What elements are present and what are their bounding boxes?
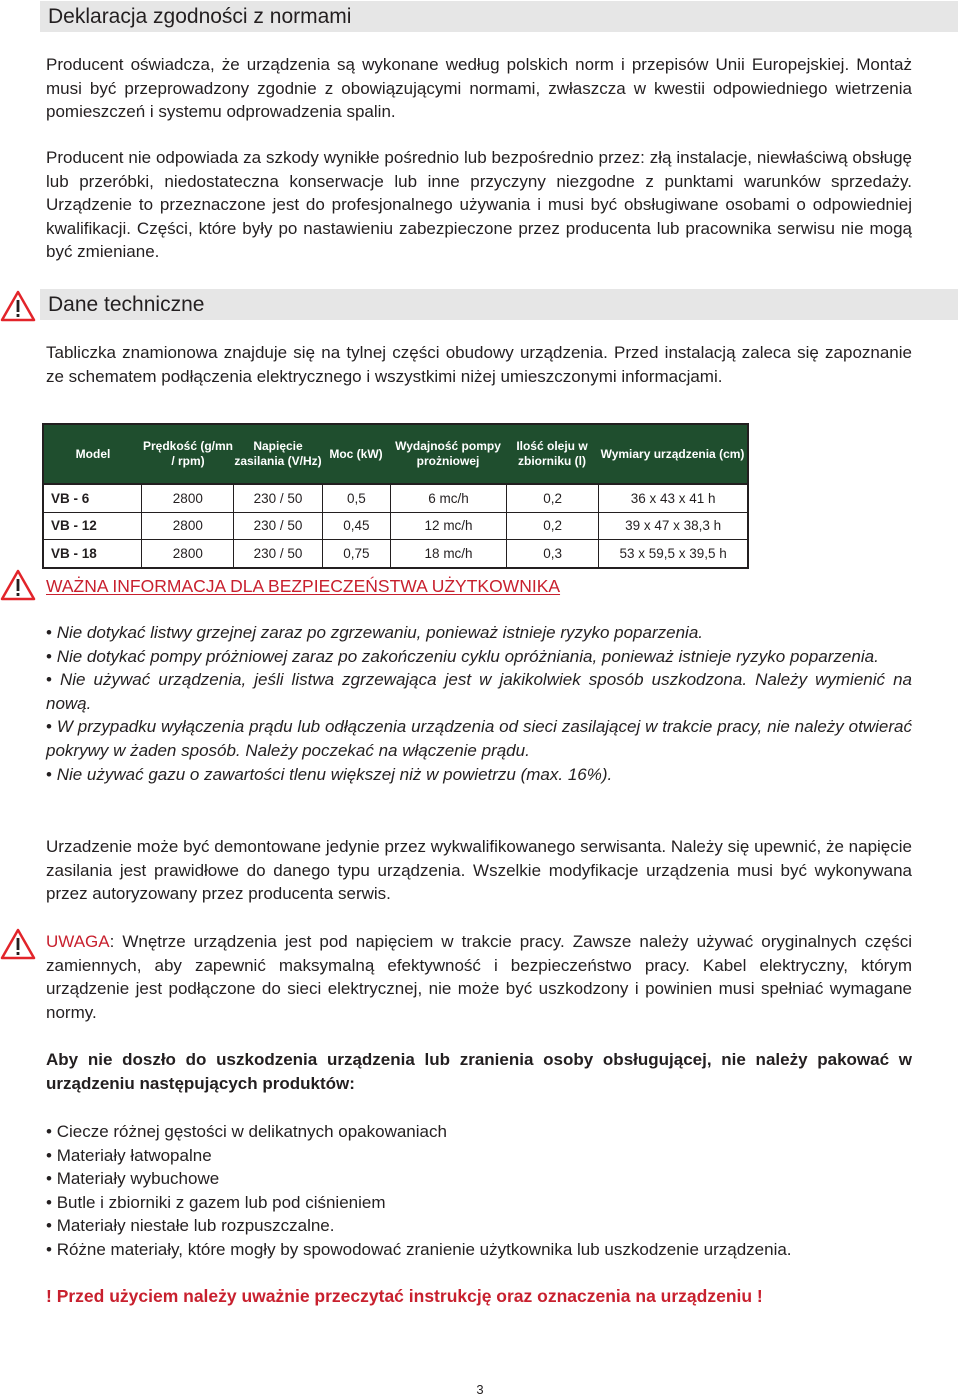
- table-cell: 0,45: [322, 513, 390, 540]
- safety-bullet-list: [46, 621, 912, 786]
- list-item: • Butle i zbiorniki z gazem lub pod ciśnieniem: [46, 1191, 912, 1215]
- table-cell: 39 x 47 x 38,3 h: [598, 513, 747, 540]
- technical-data-table: [42, 423, 749, 569]
- warning-triangle-icon: [0, 928, 36, 960]
- uwaga-label: UWAGA: [46, 932, 110, 951]
- section-title-dane: Dane techniczne: [40, 289, 958, 320]
- table-cell: 230 / 50: [233, 485, 321, 512]
- list-item: • W przypadku wyłączenia prądu lub odłączenia urządzenia od sieci zasilającej w trakcie pracy, nie należy otwierać pokrywy w żaden sposób. Należy poczekać na włączenie prądu.: [46, 715, 912, 762]
- table-cell: 0,2: [506, 485, 598, 512]
- service-paragraph: Urzadzenie może być demontowane jedynie przez wykwalifikowanego serwisanta. Należy się upewnić, że napięcie zasilania jest prawidłowe do danego typu urządzenia. Wszelkie modyfikacje urządzenia musi być wykonywana przez autoryzowany przez producenta serwis.: [46, 837, 912, 904]
- table-header-cell: Wymiary urządzenia (cm): [600, 446, 745, 461]
- list-item: • Materiały wybuchowe: [46, 1167, 912, 1191]
- table-cell: 0,75: [322, 540, 390, 567]
- table-cell: 36 x 43 x 41 h: [598, 485, 747, 512]
- warning-triangle-icon: [0, 569, 36, 601]
- table-cell: 0,2: [506, 513, 598, 540]
- uwaga-paragraph: [46, 930, 912, 1024]
- table-cell: 6 mc/h: [390, 485, 506, 512]
- prohibited-products-list: [46, 1120, 912, 1262]
- table-cell: VB - 18: [51, 545, 97, 561]
- table-cell: 12 mc/h: [390, 513, 506, 540]
- table-header-cell: Moc (kW): [329, 446, 383, 461]
- table-cell: VB - 6: [51, 490, 90, 506]
- table-cell: 53 x 59,5 x 39,5 h: [598, 540, 747, 567]
- table-cell: 230 / 50: [233, 513, 321, 540]
- list-item: • Materiały niestałe lub rozpuszczalne.: [46, 1214, 912, 1238]
- list-item: • Nie używać urządzenia, jeśli listwa zgrzewająca jest w jakikolwiek sposób uszkodzona. Należy wymienić na nową.: [46, 668, 912, 715]
- paragraph-dane-1: Tabliczka znamionowa znajduje się na tylnej części obudowy urządzenia. Przed instalacją zaleca się zapoznanie ze schematem podłączenia elektrycznego i wszystkimi niżej umieszczonymi informacjami.: [46, 343, 912, 386]
- list-item: • Materiały łatwopalne: [46, 1144, 912, 1168]
- table-header-row: [44, 425, 747, 483]
- list-item: • Nie używać gazu o zawartości tlenu większej niż w powietrzu (max. 16%).: [46, 763, 912, 787]
- table-header-cell: Napięcie zasilania (V/Hz): [234, 439, 322, 468]
- table-header-cell: Model: [75, 446, 111, 461]
- table-cell: VB - 12: [51, 518, 97, 534]
- list-item: • Różne materiały, które mogły by spowodować zranienie użytkownika lub uszkodzenie urządzenia.: [46, 1238, 912, 1262]
- table-cell: 18 mc/h: [390, 540, 506, 567]
- list-item: • Ciecze różnej gęstości w delikatnych opakowaniach: [46, 1120, 912, 1144]
- warning-triangle-icon: [0, 290, 36, 322]
- table-cell: 0,3: [506, 540, 598, 567]
- table-header-cell: Ilość oleju w zbiorniku (l): [516, 439, 588, 468]
- table-cell: 2800: [141, 485, 233, 512]
- table-cell: 2800: [141, 513, 233, 540]
- list-item: • Nie dotykać listwy grzejnej zaraz po zgrzewaniu, ponieważ istnieje ryzyko poparzenia.: [46, 621, 912, 645]
- table-row: [44, 539, 747, 567]
- list-item: • Nie dotykać pompy próżniowej zaraz po zakończeniu cyklu opróżniania, ponieważ istnieje ryzyko poparzenia.: [46, 645, 912, 669]
- prohibited-products-intro: Aby nie doszło do uszkodzenia urządzenia lub zranienia osoby obsługującej, nie należy pakować w urządzeniu następujących produktów:: [46, 1050, 912, 1093]
- page-number: 3: [476, 1382, 484, 1397]
- table-cell: 0,5: [322, 485, 390, 512]
- section-title-deklaracja: Deklaracja zgodności z normami: [40, 1, 958, 32]
- table-row: [44, 483, 747, 512]
- uwaga-text: : Wnętrze urządzenia jest pod napięciem w trakcie pracy. Zawsze należy używać oryginalnych części zamiennych, aby zapewnić maksymalną efektywność i bezpieczeństwo pracy. Kabel elektryczny, którym urządzenie jest podłączone do sieci elektrycznej, nie może być uszkodzony i powinien musi spełniać wymagane normy.: [46, 932, 912, 1022]
- paragraph-deklaracja-2: Producent nie odpowiada za szkody wynikłe pośrednio lub bezpośrednio przez: złą instalacje, niewłaściwą obsługę lub przeróbki, niedostateczna konserwacje lub inne przyczyny niezgodne z punktami warunków sprzedaży. Urządzenie to przeznaczone jest do profesjonalnego używania i musi być obsługiwane osobami o odpowiedniej kwalifikacji. Części, które były po nastawieniu zabezpieczone przez producenta lub pracownika serwisu nie mogą być zmieniane.: [46, 148, 912, 262]
- table-row: [44, 512, 747, 540]
- final-warning: ! Przed użyciem należy uważnie przeczytać instrukcję oraz oznaczenia na urządzeniu !: [46, 1286, 763, 1306]
- table-cell: 230 / 50: [233, 540, 321, 567]
- safety-heading: WAŻNA INFORMACJA DLA BEZPIECZEŃSTWA UŻYTKOWNIKA: [46, 576, 561, 596]
- paragraph-deklaracja-1: Producent oświadcza, że urządzenia są wykonane według polskich norm i przepisów Unii Europejskiej. Montaż musi być przeprowadzony zgodnie z obowiązującymi normami, zwłaszcza w kwestii odpowiedniego wietrzenia pomieszczeń i systemu odprowadzenia spalin.: [46, 55, 912, 122]
- table-header-cell: Prędkość (g/mn / rpm): [142, 439, 234, 468]
- table-cell: 2800: [141, 540, 233, 567]
- table-header-cell: Wydajność pompy prożniowej: [395, 439, 501, 468]
